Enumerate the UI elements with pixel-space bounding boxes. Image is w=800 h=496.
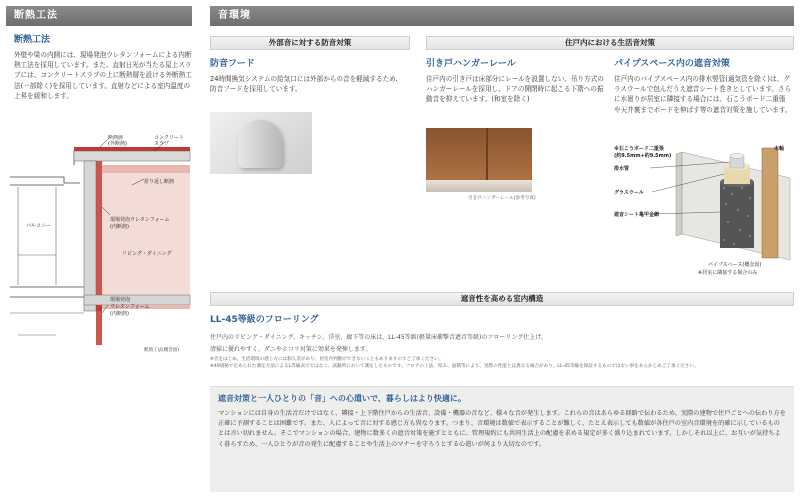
label-board: ※石こうボード二重張	[614, 146, 664, 152]
hanger-rail-title: 引き戸ハンガーレール	[426, 59, 516, 69]
flooring-title: LL-45等級のフローリング	[210, 315, 319, 325]
right-header-title: 音環境	[218, 10, 251, 21]
left-header-title: 断熱工法	[14, 10, 58, 21]
section-bar-living-label: 住戸内における生活音対策	[565, 38, 655, 47]
flooring-note2: ※49規格で定められた測定方法によるL等級表示ではなく、試験所において測定したものです。フロアの工法、厚み、面積等により、実際の性能とは異なる場合があり、LL-45等級を保証するものではない事をあらかじめご了承ください。	[210, 364, 699, 369]
hanger-rail-body: 住戸内の引き戸は床部分にレールを設置しない、吊り方式のハンガーレールを採用し、ドアの開閉時に起こる下階への振動音を抑えています。(和室を除く)	[426, 75, 604, 104]
flooring-body2: 清掃に優れやすく、ダニやホコリ対策に効果を発揮します。	[210, 346, 372, 353]
hanger-rail-image	[426, 128, 532, 192]
bottom-panel-body: マンションには自身の生活音だけではなく、隣接・上下階住戸からの生活音、設備・機器の音など、様々な音が発生します。これらの音はあらゆる経路で伝わるため、実際の建物で住戸ごとへの伝わり方を正確に予測することは困難です。また、人によって音に対する感じ方も異なります。つまり、音環境は数値で表示することが難しく、たとえ表示しても数値が各住戸の室内音環境を的確に示しているものとは言い切れません。そこでマンションの場合、建物に数多くの遮音対策を施すとともに、管理規約にも共同生活上の配慮を求める規定が多く盛り込まれています。しかしそれ以上に、お互いが気持ちよく暮らすため、一人ひとりが音の発生に配慮することや生活上のマナーを守ろうとする心遣いが何より大切なのです。	[218, 410, 786, 448]
bottom-panel-title: 遮音対策と一人ひとりの「音」への心遣いで、暮らしはより快適に。	[218, 394, 466, 403]
label-outer-insulation: 断熱層	[108, 135, 124, 141]
hanger-rail-caption: 引き戸ハンガーレール(参考写真)	[468, 196, 536, 201]
pipespace-diagram	[612, 142, 794, 278]
label-outer-insulation-sub: (外断熱)	[108, 141, 127, 147]
label-concrete-sub: スラブ	[154, 141, 170, 147]
label-living: リビング・ダイニング	[122, 251, 172, 257]
soundproof-hood-image	[210, 112, 312, 174]
label-wood: 木軸	[774, 146, 785, 152]
section-bar-structure-label: 遮音性を高める室内構造	[460, 294, 544, 303]
label-urethane2-a: 現場発泡	[110, 297, 131, 303]
label-glasswool: グラスウール	[614, 190, 644, 196]
section-bar-external	[210, 36, 410, 50]
soundproof-hood-body: 24時間換気システムの給気口には外部からの音を軽減するため、防音フードを採用しています。	[210, 75, 403, 94]
label-balcony: バルコニー	[26, 223, 52, 229]
soundproof-hood-title: 防音フード	[210, 59, 255, 69]
section-bar-living	[426, 36, 794, 50]
label-drain: 排水管	[614, 166, 630, 172]
label-urethane2-b: ウレタンフォーム	[110, 304, 150, 310]
insulation-caption: 断熱工法(概念図)	[144, 348, 180, 353]
insulation-title: 断熱工法	[14, 35, 51, 45]
label-concrete: コンクリート	[154, 135, 184, 141]
section-bar-structure	[210, 292, 794, 306]
label-urethane: 現場発泡ウレタンフォーム	[110, 217, 170, 223]
left-header-bar	[6, 6, 192, 26]
section-bar-external-label: 外部音に対する防音対策	[268, 38, 352, 47]
bottom-panel	[210, 386, 794, 492]
insulation-body: 外壁や梁の内側には、現場発泡ウレタンフォームによる内断熱工法を採用しています。また、直射日光が当たる屋上スラブには、コンクリートスラブの上に断熱層を設ける外断熱工法(一部除く)を採用しています。直射などによる室内温度の上昇を緩和します。	[14, 51, 192, 100]
label-sheet: 遮音シート亀甲金網	[614, 212, 660, 218]
pipespace-caption: パイプスペース(概念図)	[708, 262, 762, 268]
pipespace-note: ※居室に隣接する場合のみ	[698, 270, 758, 276]
label-urethane2-c: (内断熱)	[110, 311, 129, 317]
flooring-note1: ※音をはじめ、生活環境の感じ方には個人差があり、居室内判断ができないこともありますのでご了承ください。	[210, 357, 444, 362]
insulation-diagram	[4, 135, 196, 360]
pipespace-body: 住戸内のパイプスペース内の排水竪管(通気管を除く)は、グラスウールで包んだうえ遮音シート巻きとしています。さらに水廻りが居室に隣接する場合には、石こうボード二重張や天井裏までボードを伸ばす等の遮音対策を施しています。	[614, 75, 792, 114]
label-fold-insulation: 折り返し断熱	[144, 179, 175, 185]
flooring-body1: 住戸内のリビング・ダイニング、キッチン、洋室、廊下等の床は、LL-45等級(軽量床衝撃音遮音等級)のフローリング仕上げ。	[210, 334, 547, 341]
label-urethane-sub: (内断熱)	[110, 224, 129, 230]
pipespace-title: パイプスペース内の遮音対策	[614, 59, 730, 69]
right-header-bar	[210, 6, 794, 26]
label-board-sub: (約9.5mm+約9.5mm)	[614, 153, 672, 159]
